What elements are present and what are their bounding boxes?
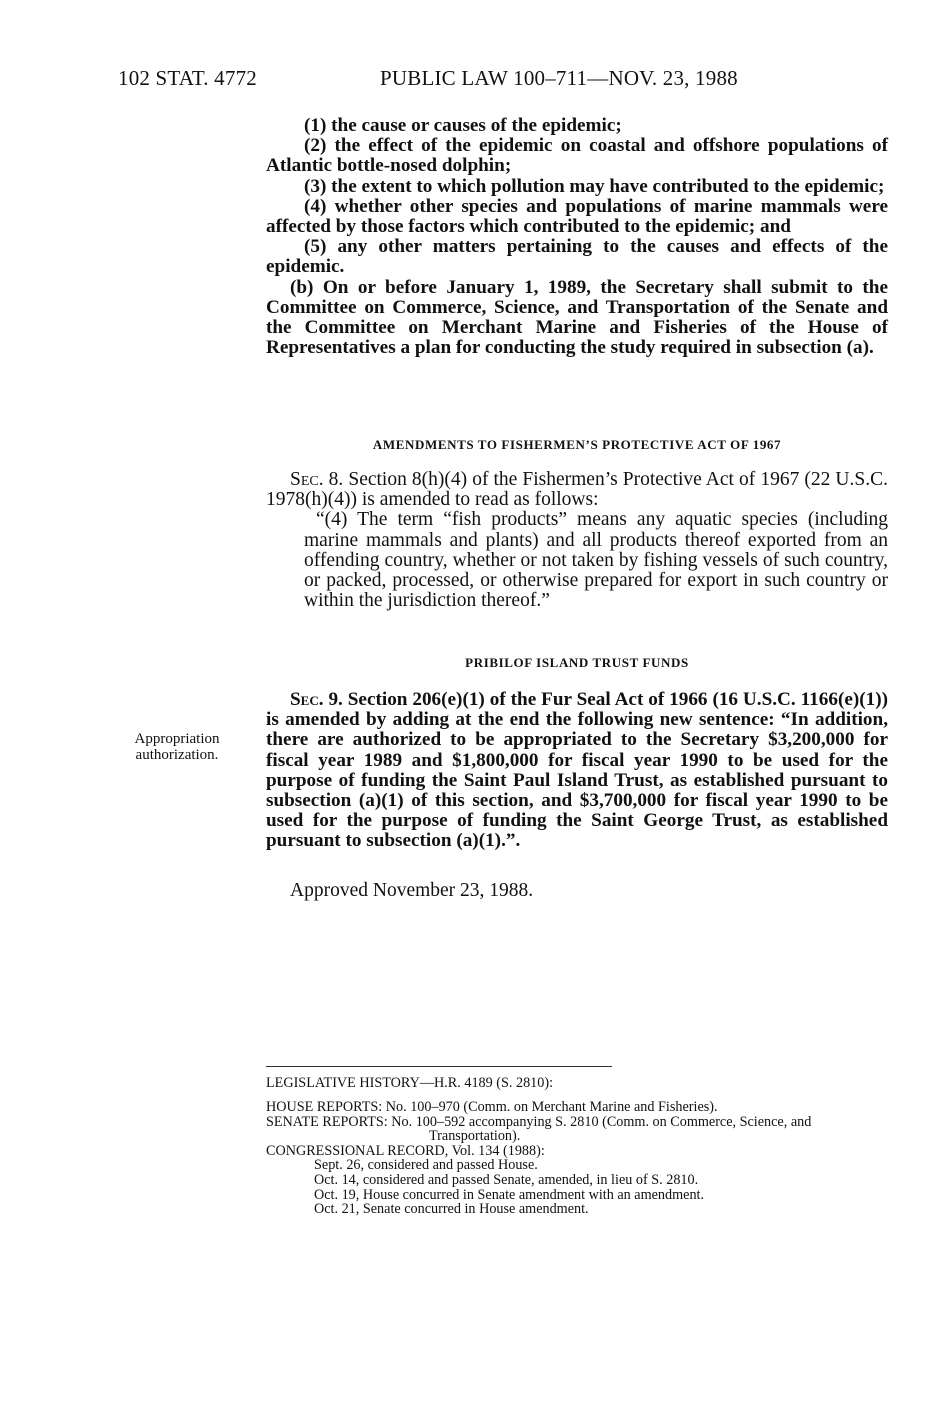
legislative-history: [266, 1100, 888, 1217]
history-action: Oct. 14, considered and passed Senate, amended, in lieu of S. 2810.: [314, 1171, 699, 1188]
history-action: Oct. 21, Senate concurred in House amendment.: [314, 1201, 589, 1218]
section-9-heading: PRIBILOF ISLAND TRUST FUNDS: [465, 655, 689, 670]
section-8-label: Sec. 8.: [290, 469, 344, 490]
section-8: [266, 470, 888, 611]
page-title: PUBLIC LAW 100–711—NOV. 23, 1988: [380, 66, 738, 90]
list-item: (4) whether other species and populations of marine mammals were affected by those factors which contributed to the epidemic; and: [266, 195, 888, 238]
approval-date: Approved November 23, 1988.: [290, 880, 534, 901]
section-9-text: Section 206(e)(1) of the Fur Seal Act of 1966 (16 U.S.C. 1166(e)(1)) is amended by adding at the end the following new sentence: “In addition, there are authorized to be appropriated to the Secretary $3,200,000 for fiscal year 1989 and $1,800,000 for fiscal year 1990 to be used for the purpose of funding the Saint Paul Island Trust, as established pursuant to subsection (a)(1) of this section, and $3,700,000 for fiscal year 1990 to be used for the purpose of funding the Saint George Trust, as established pursuant to subsection (a)(1).”.: [266, 689, 888, 852]
section-8-quote: “(4) The term “fish products” means any aquatic species (including marine mammals and plants) and all products thereof exported from an offending country, whether or not taken by fishing vessels of such country, or packed, processed, or otherwise prepared for export in such country or within the jurisdiction thereof.”: [304, 509, 888, 612]
history-action: Sept. 26, considered and passed House.: [314, 1157, 538, 1174]
study-items-block: [266, 116, 888, 358]
section-9-label: Sec. 9.: [290, 689, 343, 710]
footnote-divider: [266, 1066, 612, 1067]
list-item: (3) the extent to which pollution may have contributed to the epidemic;: [304, 175, 885, 197]
list-item: (2) the effect of the epidemic on coastal and offshore populations of Atlantic bottle-nosed dolphin;: [266, 135, 888, 177]
statute-citation: 102 STAT. 4772: [118, 66, 257, 90]
senate-reports: SENATE REPORTS: No. 100–592 accompanying S. 2810 (Comm. on Commerce, Science, and Transportation).: [266, 1113, 812, 1145]
list-item: (1) the cause or causes of the epidemic;: [304, 115, 622, 136]
list-item: (5) any other matters pertaining to the causes and effects of the epidemic.: [266, 236, 888, 278]
history-action: Oct. 19, House concurred in Senate amendment with an amendment.: [314, 1186, 705, 1203]
list-item-wrap: [266, 136, 888, 176]
section-8-text: Section 8(h)(4) of the Fishermen’s Protective Act of 1967 (22 U.S.C. 1978(h)(4)) is amended to read as follows:: [266, 469, 888, 511]
section-8-heading: AMENDMENTS TO FISHERMEN’S PROTECTIVE ACT OF 1967: [372, 437, 782, 452]
subsection-b: (b) On or before January 1, 1989, the Secretary shall submit to the Committee on Commerce, Science, and Transportation of the Senate and the Committee on Merchant Marine and Fisheries of the House of Representatives a plan for conducting the study required in subsection (a).: [266, 276, 888, 359]
congressional-record: CONGRESSIONAL RECORD, Vol. 134 (1988):: [266, 1142, 545, 1159]
section-9: [266, 690, 888, 852]
margin-note: Appropriation authorization.: [134, 731, 220, 763]
legislative-history-title: LEGISLATIVE HISTORY—H.R. 4189 (S. 2810):: [266, 1075, 554, 1091]
house-reports: HOUSE REPORTS: No. 100–970 (Comm. on Merchant Marine and Fisheries).: [266, 1099, 718, 1115]
